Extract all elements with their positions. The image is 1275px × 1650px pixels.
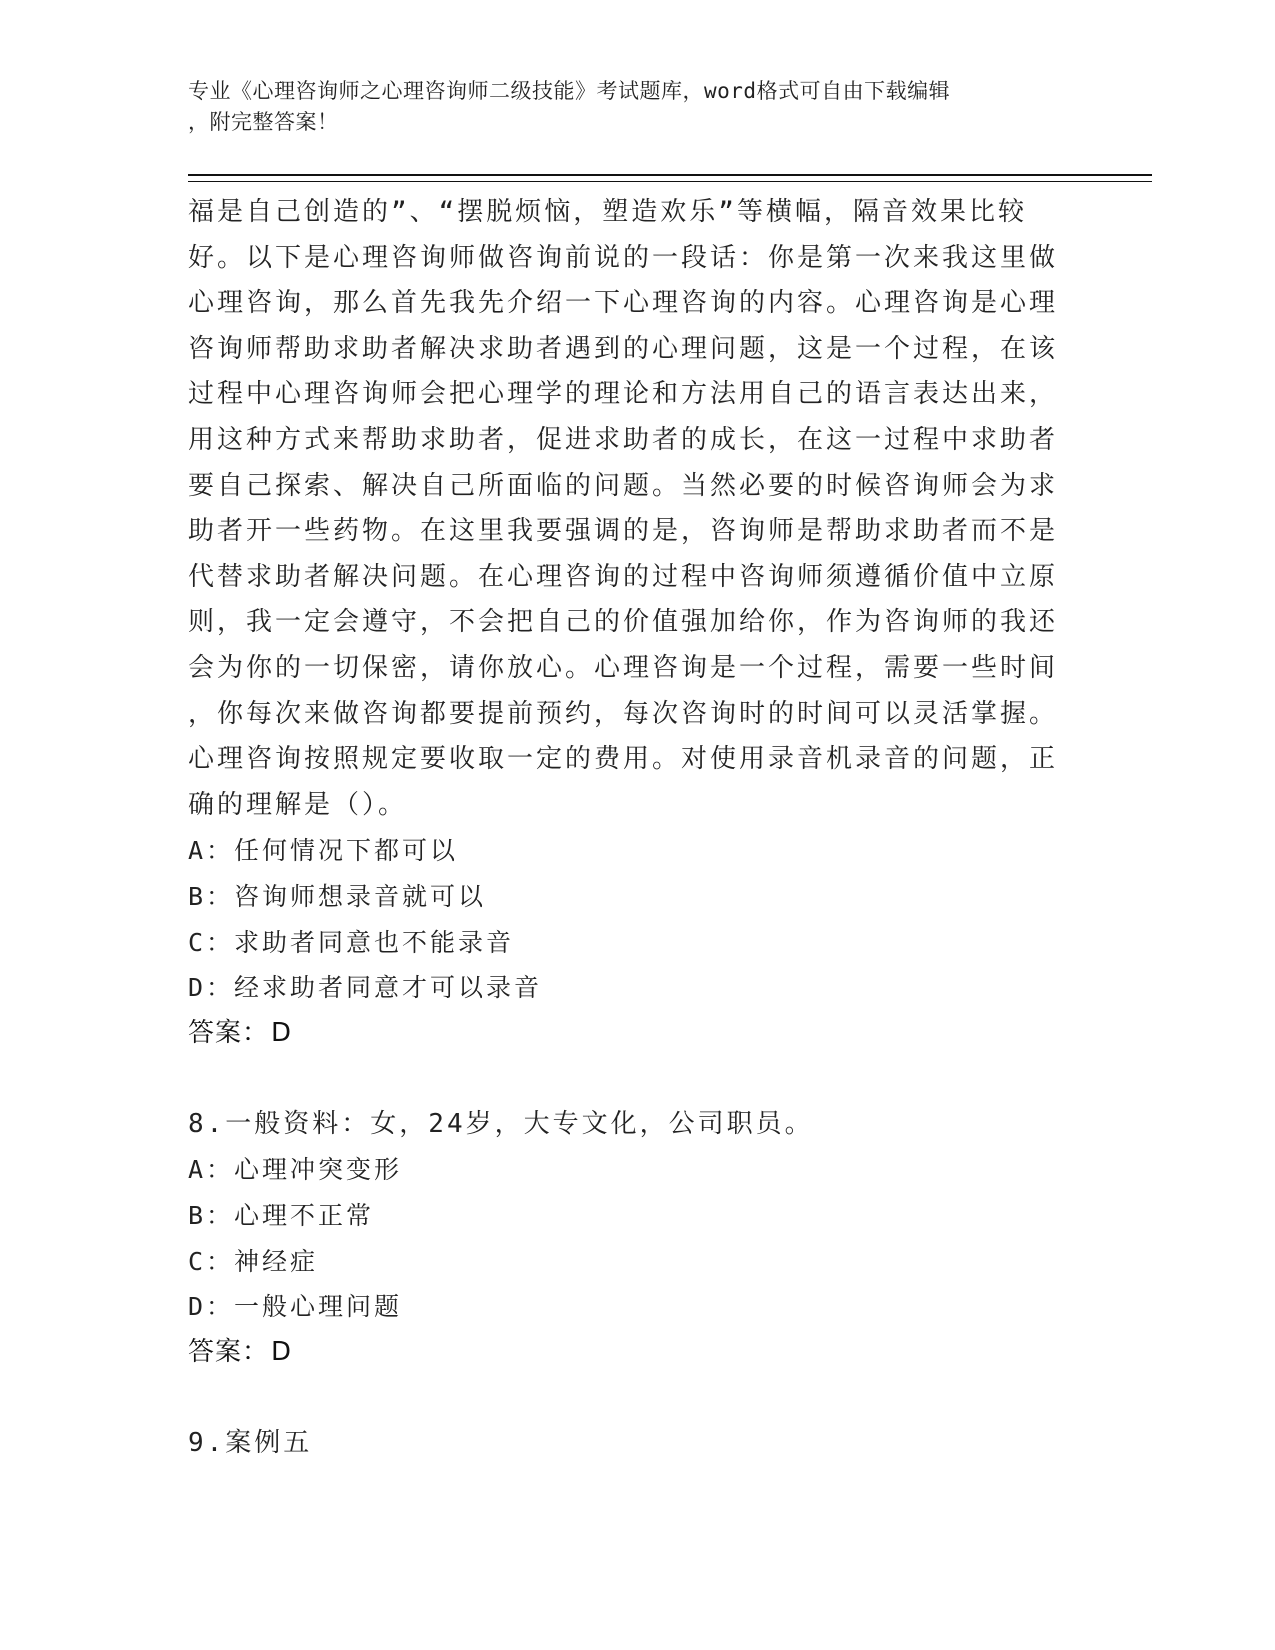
header-line-2: ，附完整答案！ [188, 110, 339, 134]
passage-line: 心理咨询，那么首先我先介绍一下心理咨询的内容。心理咨询是心理 [188, 288, 1059, 319]
answer-label: 答案： [188, 1336, 270, 1367]
question-8-title: 8.一般资料：女，24岁，大专文化，公司职员。 [188, 1108, 814, 1139]
passage-line: 福是自己创造的”、“摆脱烦恼，塑造欢乐”等横幅，隔音效果比较 [188, 197, 1027, 227]
passage-line: 助者开一些药物。在这里我要强调的是，咨询师是帮助求助者而不是 [188, 516, 1059, 547]
question-7-passage [188, 190, 1068, 828]
question-8-option-c: C：神经症 [188, 1246, 319, 1276]
document-header [188, 76, 1068, 138]
question-spacer [188, 1375, 1068, 1421]
question-7-option-a: A：任何情况下都可以 [188, 836, 459, 866]
passage-line: 好。以下是心理咨询师做咨询前说的一段话：你是第一次来我这里做 [188, 242, 1059, 273]
question-7-option-d: D：经求助者同意才可以录音 [188, 973, 543, 1003]
question-7-option-b: B：咨询师想录音就可以 [188, 881, 487, 911]
passage-line: 要自己探索、解决自己所面临的问题。当然必要的时候咨询师会为求 [188, 470, 1059, 501]
question-8-answer [188, 1330, 1068, 1376]
passage-line: 确的理解是（）。 [188, 789, 408, 820]
passage-line: 过程中心理咨询师会把心理学的理论和方法用自己的语言表达出来， [188, 379, 1059, 410]
passage-line: 则，我一定会遵守，不会把自己的价值强加给你，作为咨询师的我还 [188, 607, 1059, 638]
passage-line: ，你每次来做咨询都要提前预约，每次咨询时的时间可以灵活掌握。 [188, 698, 1059, 729]
answer-label: 答案： [188, 1017, 270, 1048]
header-line-1: 专业《心理咨询师之心理咨询师二级技能》考试题库，word格式可自由下载编辑 [188, 79, 951, 103]
question-8-option-b: B：心理不正常 [188, 1201, 375, 1231]
question-7-answer [188, 1011, 1068, 1057]
passage-line: 咨询师帮助求助者解决求助者遇到的心理问题，这是一个过程，在该 [188, 333, 1059, 364]
question-7-option-c: C：求助者同意也不能录音 [188, 927, 515, 957]
passage-line: 心理咨询按照规定要收取一定的费用。对使用录音机录音的问题，正 [188, 744, 1059, 775]
passage-line: 会为你的一切保密，请你放心。心理咨询是一个过程，需要一些时间 [188, 652, 1059, 683]
question-8-option-d: D：一般心理问题 [188, 1292, 403, 1322]
header-divider-thin [188, 181, 1152, 182]
answer-value: D [271, 1017, 293, 1048]
question-spacer [188, 1056, 1068, 1102]
passage-line: 代替求助者解决问题。在心理咨询的过程中咨询师须遵循价值中立原 [188, 561, 1059, 592]
document-body [188, 190, 1068, 1467]
header-divider-thick [188, 174, 1152, 176]
passage-line: 用这种方式来帮助求助者，促进求助者的成长，在这一过程中求助者 [188, 424, 1059, 455]
question-9-title: 9.案例五 [188, 1428, 313, 1459]
question-8-option-a: A：心理冲突变形 [188, 1155, 403, 1185]
answer-value: D [271, 1336, 293, 1367]
